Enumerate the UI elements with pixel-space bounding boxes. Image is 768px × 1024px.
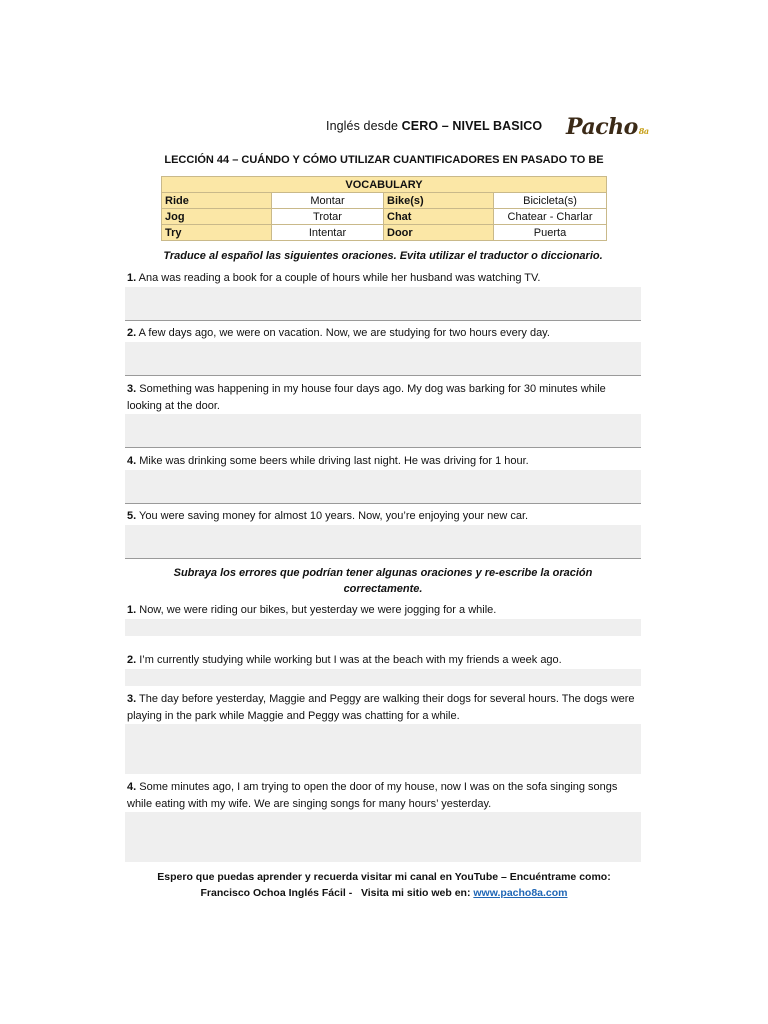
- question-text: Something was happening in my house four days ago. My dog was barking for 30 minutes while looking at the door.: [127, 383, 606, 412]
- exercise-question: [127, 652, 647, 669]
- question-number: 2.: [127, 327, 137, 339]
- exercise-question: [127, 602, 647, 619]
- vocabulary-heading: VOCABULARY: [162, 177, 607, 193]
- question-text: I’m currently studying while working but I was at the beach with my friends a week ago.: [139, 654, 562, 666]
- question-number: 4.: [127, 455, 137, 467]
- footer-line2: [0, 885, 768, 901]
- vocab-term: Door: [384, 225, 494, 241]
- vocabulary-table: [161, 176, 607, 241]
- answer-area[interactable]: [125, 342, 641, 376]
- footer: [0, 869, 768, 901]
- answer-area[interactable]: [125, 724, 641, 774]
- vocab-translation: Trotar: [272, 209, 384, 225]
- header-title: [326, 119, 542, 133]
- exercise-question: [127, 508, 647, 525]
- question-text: Some minutes ago, I am trying to open the door of my house, now I was on the sofa singing songs while eating with my wife. We are singing songs for many hours’ yesterday.: [127, 781, 618, 810]
- answer-area[interactable]: [125, 812, 641, 862]
- table-row: [162, 193, 607, 209]
- lesson-title: LECCIÓN 44 – CUÁNDO Y CÓMO UTILIZAR CUANTIFICADORES EN PASADO TO BE: [164, 154, 604, 166]
- vocab-term: Try: [162, 225, 272, 241]
- answer-area[interactable]: [125, 619, 641, 636]
- logo-sub: 8a: [638, 126, 649, 136]
- question-number: 5.: [127, 510, 137, 522]
- question-number: 4.: [127, 781, 137, 793]
- vocab-term: Ride: [162, 193, 272, 209]
- exercise-question: [127, 325, 647, 342]
- question-number: 3.: [127, 693, 137, 705]
- vocab-term: Chat: [384, 209, 494, 225]
- website-link[interactable]: www.pacho8a.com: [473, 887, 568, 899]
- vocab-translation: Chatear - Charlar: [494, 209, 607, 225]
- question-number: 1.: [127, 604, 137, 616]
- question-text: You were saving money for almost 10 years. Now, you’re enjoying your new car.: [139, 510, 529, 522]
- answer-area[interactable]: [125, 287, 641, 321]
- section1-instruction: Traduce al español las siguientes oraciones. Evita utilizar el traductor o diccionario.: [163, 250, 603, 262]
- vocab-translation: Puerta: [494, 225, 607, 241]
- vocab-term: Jog: [162, 209, 272, 225]
- question-text: A few days ago, we were on vacation. Now, we are studying for two hours every day.: [138, 327, 550, 339]
- section2-instruction: Subraya los errores que podrían tener algunas oraciones y re-escribe la oración correctamente.: [173, 567, 593, 595]
- question-text: Ana was reading a book for a couple of hours while her husband was watching TV.: [138, 272, 541, 284]
- logo-text: Pacho: [566, 114, 638, 140]
- exercise-question: [127, 270, 647, 287]
- vocab-translation: Montar: [272, 193, 384, 209]
- exercise-question: [127, 453, 647, 470]
- header-title-bold: CERO – NIVEL BASICO: [401, 119, 543, 133]
- answer-area[interactable]: [125, 525, 641, 559]
- answer-area[interactable]: [125, 470, 641, 504]
- footer-line1: Espero que puedas aprender y recuerda visitar mi canal en YouTube – Encuéntrame como:: [157, 871, 611, 883]
- table-row: [162, 225, 607, 241]
- question-text: Now, we were riding our bikes, but yesterday we were jogging for a while.: [139, 604, 497, 616]
- vocab-translation: Intentar: [272, 225, 384, 241]
- question-number: 1.: [127, 272, 137, 284]
- pacho-logo: [566, 114, 649, 140]
- vocab-translation: Bicicleta(s): [494, 193, 607, 209]
- exercise-question: [127, 381, 643, 414]
- exercise-question: [127, 691, 643, 724]
- table-row: [162, 209, 607, 225]
- question-number: 3.: [127, 383, 137, 395]
- header-title-light: Inglés desde: [326, 119, 402, 133]
- question-number: 2.: [127, 654, 137, 666]
- question-text: Mike was drinking some beers while driving last night. He was driving for 1 hour.: [139, 455, 529, 467]
- footer-line2-text: Francisco Ochoa Inglés Fácil - Visita mi sitio web en:: [200, 887, 474, 899]
- question-text: The day before yesterday, Maggie and Peggy are walking their dogs for several hours. The dogs were playing in the park while Maggie and Peggy was chatting for a while.: [127, 693, 635, 722]
- vocab-term: Bike(s): [384, 193, 494, 209]
- answer-area[interactable]: [125, 414, 641, 448]
- answer-area[interactable]: [125, 669, 641, 686]
- exercise-question: [127, 779, 643, 812]
